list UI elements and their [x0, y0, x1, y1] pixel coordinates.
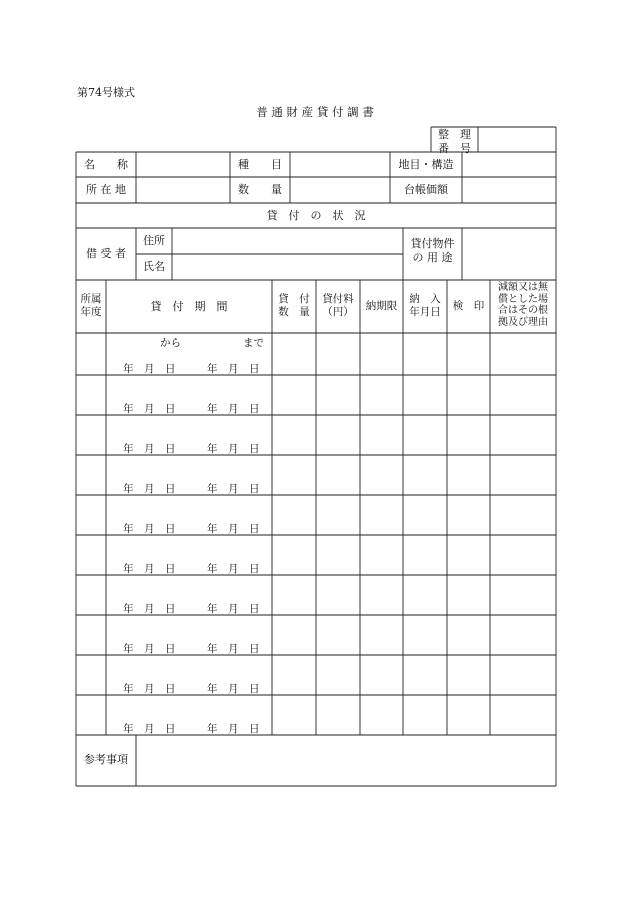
borrower-label: 借 受 者: [86, 247, 126, 260]
type-label: 種 目: [238, 158, 282, 171]
reference-number-label: 整 理 番 号: [438, 128, 471, 155]
period-end-date: 年 月 日: [207, 523, 260, 535]
ledger-value-label: 台帳価額: [404, 183, 448, 196]
period-to-label: まで: [243, 337, 264, 349]
name-label: 名 称: [84, 158, 128, 171]
notes-label: 参考事項: [84, 753, 128, 766]
period-start-date: 年 月 日: [123, 603, 176, 615]
period-start-date: 年 月 日: [123, 643, 176, 655]
lending-quantity-header: 貸 付 数 量: [278, 293, 310, 319]
period-start-date: 年 月 日: [123, 683, 176, 695]
period-end-date: 年 月 日: [207, 603, 260, 615]
address-label: 住所: [143, 234, 165, 247]
period-end-date: 年 月 日: [207, 643, 260, 655]
period-end-date: 年 月 日: [207, 683, 260, 695]
period-start-date: 年 月 日: [123, 523, 176, 535]
deadline-header: 納期限: [365, 300, 398, 312]
period-start-date: 年 月 日: [123, 723, 176, 735]
location-label: 所 在 地: [86, 183, 126, 196]
land-structure-label: 地目・構造: [398, 158, 454, 171]
usage-label: 貸付物件 の 用 途: [410, 237, 455, 264]
reduction-reason-header: 減額又は無 償とした場 合はその根 拠及び理由: [498, 282, 548, 328]
period-start-date: 年 月 日: [123, 363, 176, 375]
period-end-date: 年 月 日: [207, 363, 260, 375]
inspection-header: 検 印: [452, 300, 485, 312]
borrower-name-label: 氏名: [143, 260, 165, 273]
period-header: 貸 付 期 間: [150, 300, 228, 313]
fiscal-year-header: 所属 年度: [80, 293, 102, 319]
period-end-date: 年 月 日: [207, 403, 260, 415]
period-from-label: から: [160, 337, 181, 349]
period-start-date: 年 月 日: [123, 483, 176, 495]
payment-date-header: 納 入 年月日: [409, 293, 441, 319]
period-end-date: 年 月 日: [207, 723, 260, 735]
period-start-date: 年 月 日: [123, 403, 176, 415]
period-end-date: 年 月 日: [207, 483, 260, 495]
period-start-date: 年 月 日: [123, 563, 176, 575]
period-end-date: 年 月 日: [207, 563, 260, 575]
form-number: 第74号様式: [77, 86, 135, 99]
lending-status-heading: 貸 付 の 状 況: [266, 209, 366, 222]
quantity-label: 数 量: [238, 183, 282, 196]
lending-fee-header: 貸付料 （円）: [322, 293, 354, 319]
period-start-date: 年 月 日: [123, 443, 176, 455]
document-title: 普 通 財 産 貸 付 調 書: [256, 105, 374, 119]
period-end-date: 年 月 日: [207, 443, 260, 455]
